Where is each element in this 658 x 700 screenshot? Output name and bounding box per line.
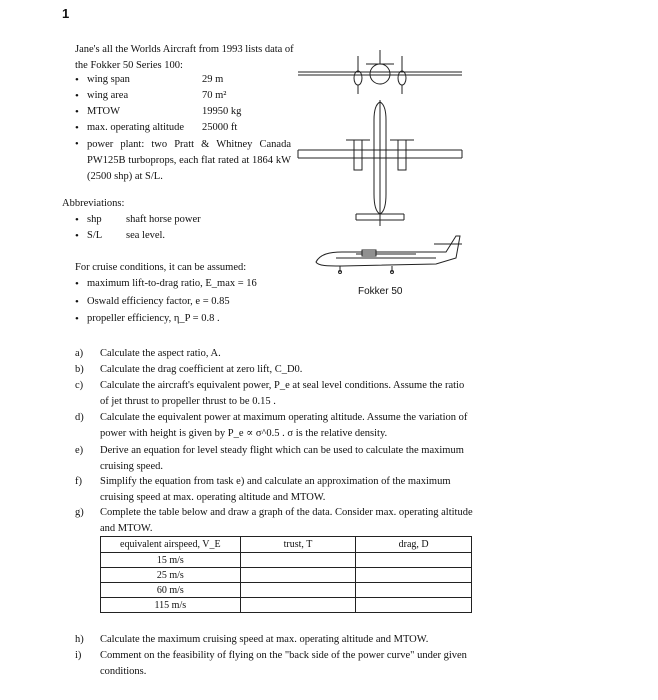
- task-label: e): [75, 445, 84, 456]
- task-label: g): [75, 507, 84, 518]
- abbreviations-title: Abbreviations:: [62, 198, 125, 209]
- table-row: [101, 598, 472, 613]
- problem-number: 1: [62, 6, 70, 21]
- table-cell[interactable]: [356, 568, 472, 583]
- task-text: Calculate the drag coefficient at zero lift, C_D0.: [100, 364, 303, 375]
- task-label: d): [75, 412, 84, 423]
- table-row: [101, 553, 472, 568]
- task-text: Calculate the aspect ratio, A.: [100, 348, 221, 359]
- front-view: [298, 50, 462, 94]
- power-plant-text: • power plant: two Pratt & Whitney Canada PW125B turboprops, each flat rated at 1864 kW (2500 shp) at S/L.: [87, 137, 291, 185]
- task-item: [75, 443, 475, 475]
- table-cell[interactable]: [356, 583, 472, 598]
- task-text: Comment on the feasibility of flying on the "back side of the power curve" under given conditions.: [100, 650, 467, 677]
- table-cell[interactable]: 15 m/s: [101, 553, 241, 568]
- task-text: Derive an equation for level steady flight which can be used to calculate the maximum cruising speed.: [100, 445, 464, 472]
- task-item: [75, 632, 475, 648]
- top-view: [298, 100, 462, 226]
- side-view: [316, 236, 462, 274]
- task-item: [75, 505, 475, 537]
- table-cell[interactable]: [356, 598, 472, 613]
- task-label: i): [75, 650, 82, 661]
- task-text: Calculate the maximum cruising speed at max. operating altitude and MTOW.: [100, 634, 429, 645]
- table-cell[interactable]: 115 m/s: [101, 598, 241, 613]
- cruise-assumption: maximum lift-to-drag ratio, E_max = 16: [87, 278, 257, 289]
- task-item: [75, 474, 475, 506]
- table-cell[interactable]: [240, 568, 356, 583]
- table-header-row: [101, 537, 472, 553]
- data-table: [100, 536, 472, 613]
- abbreviation: S/L: [87, 230, 103, 241]
- table-cell[interactable]: [356, 553, 472, 568]
- spec-value: 19950 kg: [202, 106, 242, 117]
- task-item: [75, 410, 475, 442]
- task-label: b): [75, 364, 84, 375]
- task-label: h): [75, 634, 84, 645]
- task-item: [75, 648, 475, 680]
- task-text: Calculate the aircraft's equivalent power, P_e at seal level conditions. Assume the ratio of jet thrust to propeller thrust to be 0.15 .: [100, 380, 465, 407]
- table-cell[interactable]: [240, 598, 356, 613]
- spec-value: 70 m²: [202, 90, 227, 101]
- task-text: Calculate the equivalent power at maximum operating altitude. Assume the variation of power with height is given by P_e ∝ σ^0.5 . σ is the relative density.: [100, 412, 468, 439]
- task-item: [75, 346, 475, 362]
- task-text: Complete the table below and draw a graph of the data. Consider max. operating altitude and MTOW.: [100, 507, 473, 534]
- table-cell[interactable]: 25 m/s: [101, 568, 241, 583]
- task-label: c): [75, 380, 84, 391]
- figure-caption: Fokker 50: [358, 286, 403, 297]
- spec-label: MTOW: [87, 106, 121, 117]
- abbreviation: shp: [87, 214, 102, 225]
- table-row: [101, 583, 472, 598]
- task-item: [75, 378, 475, 410]
- table-row: [101, 568, 472, 583]
- table-header: trust, T: [240, 537, 356, 553]
- intro-text: Jane's all the Worlds Aircraft from 1993 lists data of the Fokker 50 Series 100:: [75, 44, 294, 71]
- spec-label: max. operating altitude: [87, 122, 185, 133]
- spec-value: 25000 ft: [202, 122, 238, 133]
- task-label: f): [75, 476, 82, 487]
- cruise-assumption: propeller efficiency, η_P = 0.8 .: [87, 313, 220, 324]
- abbreviation-meaning: sea level.: [126, 230, 166, 241]
- table-cell[interactable]: [240, 553, 356, 568]
- aircraft-three-view-drawing: [296, 44, 464, 274]
- spec-value: 29 m: [202, 74, 224, 85]
- spec-label: wing area: [87, 90, 129, 101]
- table-header: drag, D: [356, 537, 472, 553]
- cruise-title: For cruise conditions, it can be assumed:: [75, 262, 247, 273]
- task-item: [75, 362, 475, 378]
- task-label: a): [75, 348, 84, 359]
- spec-label: wing span: [87, 74, 130, 85]
- abbreviation-meaning: shaft horse power: [126, 214, 201, 225]
- task-text: Simplify the equation from task e) and calculate an approximation of the maximum cruising speed at max. operating altitude and MTOW.: [100, 476, 451, 503]
- table-cell[interactable]: 60 m/s: [101, 583, 241, 598]
- table-header: equivalent airspeed, V_E: [101, 537, 241, 553]
- table-cell[interactable]: [240, 583, 356, 598]
- cruise-assumption: Oswald efficiency factor, e = 0.85: [87, 296, 230, 307]
